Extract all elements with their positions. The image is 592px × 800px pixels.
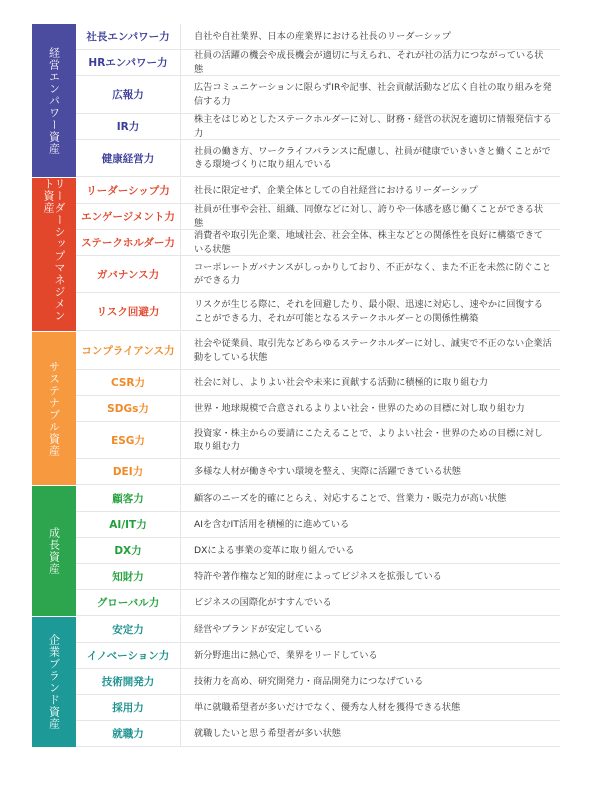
- group-band: [32, 617, 76, 747]
- column-divider: [180, 721, 181, 746]
- column-divider: [180, 178, 181, 203]
- asset-name: 社長エンパワー力: [86, 31, 170, 43]
- column-divider: [180, 538, 181, 563]
- column-divider: [180, 204, 181, 229]
- column-divider: [180, 422, 181, 458]
- asset-name: イノベーション力: [86, 650, 170, 662]
- asset-name: 採用力: [112, 702, 144, 714]
- asset-description: 特許や著作権など知的財産によってビジネスを拡張している: [194, 570, 442, 582]
- asset-name: 健康経営力: [101, 152, 155, 165]
- asset-name: 知財力: [112, 571, 144, 583]
- asset-group: [32, 24, 560, 177]
- group-label: サステナブル資産: [47, 360, 61, 457]
- column-divider: [180, 140, 181, 176]
- asset-name: SDGs力: [107, 403, 149, 415]
- asset-description: 世界・地球規模で合意されるよりよい社会・世界のための目標に対し取り組む力: [194, 402, 525, 414]
- column-divider: [180, 50, 181, 75]
- column-divider: [180, 396, 181, 421]
- asset-description: 社長に限定せず、企業全体としての自社経営におけるリーダーシップ: [194, 184, 478, 196]
- table-row: [76, 695, 560, 721]
- asset-description: ビジネスの国際化がすすんでいる: [194, 596, 332, 608]
- table-row: [76, 459, 560, 485]
- column-divider: [180, 370, 181, 395]
- asset-group: [32, 617, 560, 747]
- group-label: 企業ブランド資産: [47, 634, 61, 730]
- asset-name: グローバル力: [96, 597, 160, 609]
- table-row: [76, 564, 560, 590]
- asset-description: 投資家・株主からの要請にこたえることで、よりよい社会・世界のための目標に対し取り組む力: [194, 427, 543, 452]
- asset-name: 就職力: [112, 728, 144, 740]
- asset-group: [32, 332, 560, 485]
- table-row: [76, 538, 560, 564]
- table-row: [76, 24, 560, 50]
- asset-name: エンゲージメント力: [81, 211, 175, 223]
- group-label: 経営エンパワー資産: [47, 46, 61, 155]
- table-row: [76, 422, 560, 459]
- table-row: [76, 50, 560, 76]
- asset-name: ステークホルダー力: [81, 237, 175, 249]
- asset-group: [32, 178, 560, 331]
- asset-description: 新分野進出に熱心で、業界をリードしている: [194, 649, 378, 661]
- asset-name: ガバナンス力: [96, 268, 160, 281]
- asset-description: 社員の活躍の機会や成長機会が適切に与えられ、それが社の活力につながっている状態: [194, 50, 544, 75]
- column-divider: [180, 486, 181, 511]
- asset-description: 就職したいと思う希望者が多い状態: [194, 727, 341, 739]
- column-divider: [180, 590, 181, 615]
- asset-description: 社会に対し、よりよい社会や未来に貢献する活動に積極的に取り組む力: [194, 376, 488, 388]
- table-row: [76, 178, 560, 204]
- column-divider: [180, 24, 181, 49]
- asset-description: 経営やブランドが安定している: [194, 623, 323, 635]
- asset-description: 多様な人材が働きやすい環境を整え、実際に活躍できている状態: [194, 465, 461, 477]
- asset-description: コーポレートガバナンスがしっかりしており、不正がなく、また不正を未然に防ぐことができる力: [194, 261, 552, 286]
- table-row: [76, 643, 560, 669]
- table-row: [76, 76, 560, 114]
- asset-name: コンプライアンス力: [81, 345, 175, 357]
- asset-description: DXによる事業の変革に取り組んでいる: [194, 544, 355, 556]
- asset-description: AIを含むIT活用を積極的に進めている: [194, 518, 350, 530]
- column-divider: [180, 459, 181, 484]
- table-row: [76, 256, 560, 293]
- asset-name: HRエンパワー力: [88, 57, 168, 69]
- asset-name: リーダーシップ力: [86, 185, 170, 197]
- group-band: [32, 178, 76, 331]
- table-row: [76, 590, 560, 616]
- table-row: [76, 114, 560, 140]
- group-label: 成長資産: [47, 527, 61, 575]
- asset-name: 顧客力: [112, 493, 144, 505]
- column-divider: [180, 76, 181, 113]
- column-divider: [180, 256, 181, 292]
- group-band: [32, 332, 76, 485]
- asset-name: DX力: [114, 545, 142, 557]
- asset-name: CSR力: [110, 377, 146, 389]
- asset-name: 安定力: [112, 624, 144, 636]
- column-divider: [180, 512, 181, 537]
- group-band: [32, 24, 76, 177]
- asset-description: 自社や自社業界、日本の産業界における社長のリーダーシップ: [194, 30, 451, 42]
- asset-group: [32, 486, 560, 616]
- column-divider: [180, 617, 181, 642]
- table-row: [76, 204, 560, 230]
- table-row: [76, 370, 560, 396]
- asset-description: リスクが生じる際に、それを回避したり、最小限、迅速に対応し、速やかに回復することができる力、それが可能となるステークホルダーとの関係性構築: [194, 299, 543, 324]
- table-row: [76, 332, 560, 370]
- table-row: [76, 669, 560, 695]
- asset-name: AI/IT力: [109, 519, 147, 531]
- table-row: [76, 230, 560, 256]
- asset-name: 広報力: [112, 89, 144, 101]
- column-divider: [180, 669, 181, 694]
- column-divider: [180, 695, 181, 720]
- asset-description: 社会や従業員、取引先などあらゆるステークホルダーに対し、誠実で不正のない企業活動をしている状態: [194, 338, 552, 363]
- asset-description: 社員の働き方、ワークライフバランスに配慮し、社員が健康でいきいきと働くことができる環境づくりに取り組んでいる: [194, 145, 551, 170]
- table-row: [76, 512, 560, 538]
- column-divider: [180, 564, 181, 589]
- asset-description: 単に就職希望者が多いだけでなく、優秀な人材を獲得できる状態: [194, 701, 461, 713]
- asset-description: 株主をはじめとしたステークホルダーに対し、財務・経営の状況を適切に情報発信する力: [194, 114, 552, 139]
- asset-description: 消費者や取引先企業、地域社会、社会全体、株主などとの関係性を良好に構築できている状態: [194, 230, 544, 255]
- table-row: [76, 721, 560, 747]
- asset-name: ESG力: [111, 434, 145, 447]
- group-label: リーダーシップマネジメント資産: [42, 178, 66, 322]
- table-row: [76, 617, 560, 643]
- table-row: [76, 140, 560, 177]
- column-divider: [180, 293, 181, 330]
- asset-name: リスク回避力: [96, 306, 160, 318]
- asset-description: 技術力を高め、研究開発力・商品開発力につなげている: [194, 675, 424, 687]
- asset-name: 技術開発力: [101, 676, 155, 688]
- asset-description: 広告コミュニケーションに限らずIRや記事、社会貢献活動など広く自社の取り組みを発信する力: [194, 82, 552, 107]
- column-divider: [180, 114, 181, 139]
- asset-description: 顧客のニーズを的確にとらえ、対応することで、営業力・販売力が高い状態: [194, 492, 507, 504]
- column-divider: [180, 332, 181, 369]
- table-row: [76, 293, 560, 331]
- table-row: [76, 486, 560, 512]
- group-band: [32, 486, 76, 616]
- asset-name: IR力: [116, 121, 140, 133]
- asset-table: [32, 24, 560, 748]
- table-row: [76, 396, 560, 422]
- column-divider: [180, 230, 181, 255]
- column-divider: [180, 643, 181, 668]
- asset-description: 社員が仕事や会社、組織、同僚などに対し、誇りや一体感を感じ働くことができる状態: [194, 204, 544, 229]
- asset-name: DEI力: [112, 466, 144, 478]
